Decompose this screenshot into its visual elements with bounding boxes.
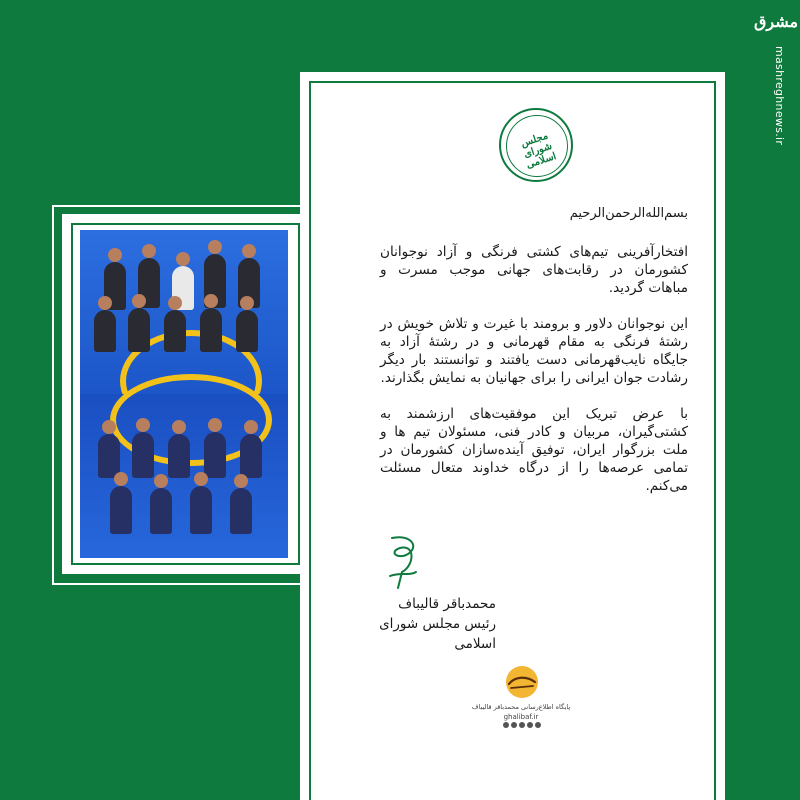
wrestler [110,486,132,534]
wrestler [190,486,212,534]
wrestler [204,254,226,308]
social-icon[interactable] [535,722,541,728]
footer-caption: پایگاه اطلاع‌رسانی محمدباقر قالیباف [471,703,571,711]
photo-bottom-half [80,394,288,558]
social-icon[interactable] [519,722,525,728]
social-icon[interactable] [511,722,517,728]
social-icon[interactable] [527,722,533,728]
wrestler [98,434,120,478]
wrestler [168,434,190,478]
paragraph: افتخارآفرینی تیم‌های کشتی فرنگی و آزاد نوجوانان کشورمان در رقابت‌های جهانی موجب مسرت و مباهات گردید. [380,244,688,296]
wrestler [200,308,222,352]
footer-logo [497,664,547,700]
signer-title: رئیس مجلس شورای اسلامی [379,616,496,652]
brand-logo: مشرق [754,12,799,31]
wrestler [94,310,116,352]
signer-block [376,594,496,654]
wrestler [238,258,260,308]
signer-name: محمدباقر قالیباف [398,596,496,612]
wrestler [236,310,258,352]
wrestler [240,434,262,478]
wrestler [138,258,160,308]
wrestler [164,310,186,352]
brand-site: mashreghnews.ir [773,46,786,146]
photo-top-half [80,230,288,394]
photo-frame [62,214,309,574]
wrestler [204,432,226,478]
wrestler [132,432,154,478]
mat-ring [120,330,262,432]
footer-site: ghalibaf.ir [503,713,539,721]
coach [172,266,194,310]
paragraph: این نوجوانان دلاور و برومند با غیرت و تلاش خویش در رشتهٔ فرنگی به مقام قهرمانی و در رشتهٔ آزاد به جایگاه نایب‌قهرمانی دست یافتند و توانستند بار دیگر رشادت جوان ایرانی را برای جهانیان به نمایش بگذارند. [380,316,688,386]
wrestler [128,308,150,352]
letter-body [380,205,688,513]
brand-watermark [754,6,799,146]
wrestler [104,262,126,310]
basmala: بسم‌الله‌الرحمن‌الرحیم [569,206,688,221]
signature-scribble [380,532,430,590]
social-icons [497,722,547,728]
social-icon[interactable] [503,722,509,728]
mat-ring [110,374,272,466]
wrestler [150,488,172,534]
paragraph: با عرض تبریک این موفقیت‌های ارزشمند به کشتی‌گیران، مربیان و کادر فنی، مسئولان تیم ها و ملت بزرگوار ایران، توفیق آینده‌سازان کشورمان در تمامی عرصه‌ها را از درگاه خداوند متعال مسئلت می‌کنم. [380,406,688,494]
parliament-emblem [499,108,573,182]
emblem-text: مجلس شورای اسلامی [519,130,558,171]
wrestler [230,488,252,534]
team-photo [80,230,288,558]
